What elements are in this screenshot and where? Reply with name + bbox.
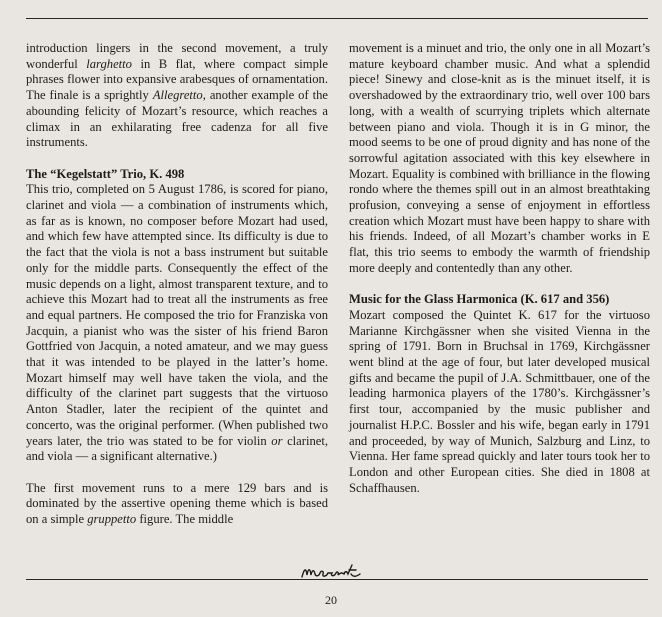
- section-heading-kegelstatt: The “Kegelstatt” Trio, K. 498: [26, 166, 185, 181]
- bottom-rule: [26, 579, 648, 580]
- right-paragraph-2: Mozart composed the Quintet K. 617 for the virtuoso Marianne Kirchgässner when she visited Vienna in the spring of 1791. Born in Bruchsal in 1769, Kirchgässner went blind at the age of four, but later developed musical gifts and became the pupil of J.A. Schmittbauer, one of the leading harmonica players of the 1780’s. Kirchgässner’s first tour, accompanied by the music publisher and journalist H.P.C. Bossler and his wife, began early in 1791 and proceeded, by way of Munich, Salzburg and Linz, to Vienna. Her fame spread quickly and later tours took her to London and other European cities. She died in 1808 at Schaffhausen.: [349, 307, 650, 495]
- right-column: [349, 41, 650, 496]
- top-rule: [26, 18, 648, 19]
- page-number: 20: [325, 593, 337, 607]
- section-heading-glass-harmonica: Music for the Glass Harmonica (K. 617 and 356): [349, 292, 610, 307]
- left-paragraph-2: This trio, completed on 5 August 1786, is scored for piano, clarinet and viola — a combination of instruments which, as far as is known, no composer before Mozart had used, and which few have attempted since. Its difficulty is due to the fact that the viola is not a bass instrument but suitable only for the middle parts. Consequently the effect of the music depends on a light, almost transparent texture, and to achieve this Mozart had to treat all the instruments as free and equal partners. He composed the trio for Franziska von Jacquin, a pianist who was the sister of his friend Baron Gottfried von Jacquin, a noted amateur, and we may guess that it was intended to be played in the latter’s home. Mozart himself may well have taken the viola, and the difficulty of the clarinet part suggests that the virtuoso Anton Stadler, later the recipient of the quintet and concerto, was the original performer. (When published two years later, the trio was stated to be for violin or clarinet, and viola — a significant alternative.): [26, 182, 328, 464]
- left-column: [26, 41, 328, 528]
- left-paragraph-1: introduction lingers in the second movement, a truly wonderful larghetto in B flat, where compact simple phrases flower into expansive arabesques of ornamentation. The finale is a sprightly Allegretto, another example of the abounding felicity of Mozart’s resource, which reaches a climax in an exhilarating free cadenza for all five instruments.: [26, 41, 328, 150]
- right-paragraph-1: movement is a minuet and trio, the only one in all Mozart’s mature keyboard chamber music. And what a splendid piece! Sinewy and close-knit as is the minuet itself, it is overshadowed by the extraordinary trio, well over 100 bars long, with a wealth of scurrying triplets which alternate between piano and viola. Though it is in G minor, the mood seems to be one of proud dignity and has none of the sorrowful agitation associated with this key elsewhere in Mozart. Equality is combined with brilliance in the flowing rondo where the themes spill out in an almost breathtaking profusion, conveying a sense of enjoyment in effortless creation which Mozart must have been happy to share with his friends. Indeed, of all Mozart’s chamber works in E flat, this trio seems to embody the warmth of friendship more deeply and contentedly than any other.: [349, 41, 650, 275]
- left-paragraph-3: The first movement runs to a mere 129 bars and is dominated by the assertive opening theme which is based on a simple gruppetto figure. The middle: [26, 480, 328, 527]
